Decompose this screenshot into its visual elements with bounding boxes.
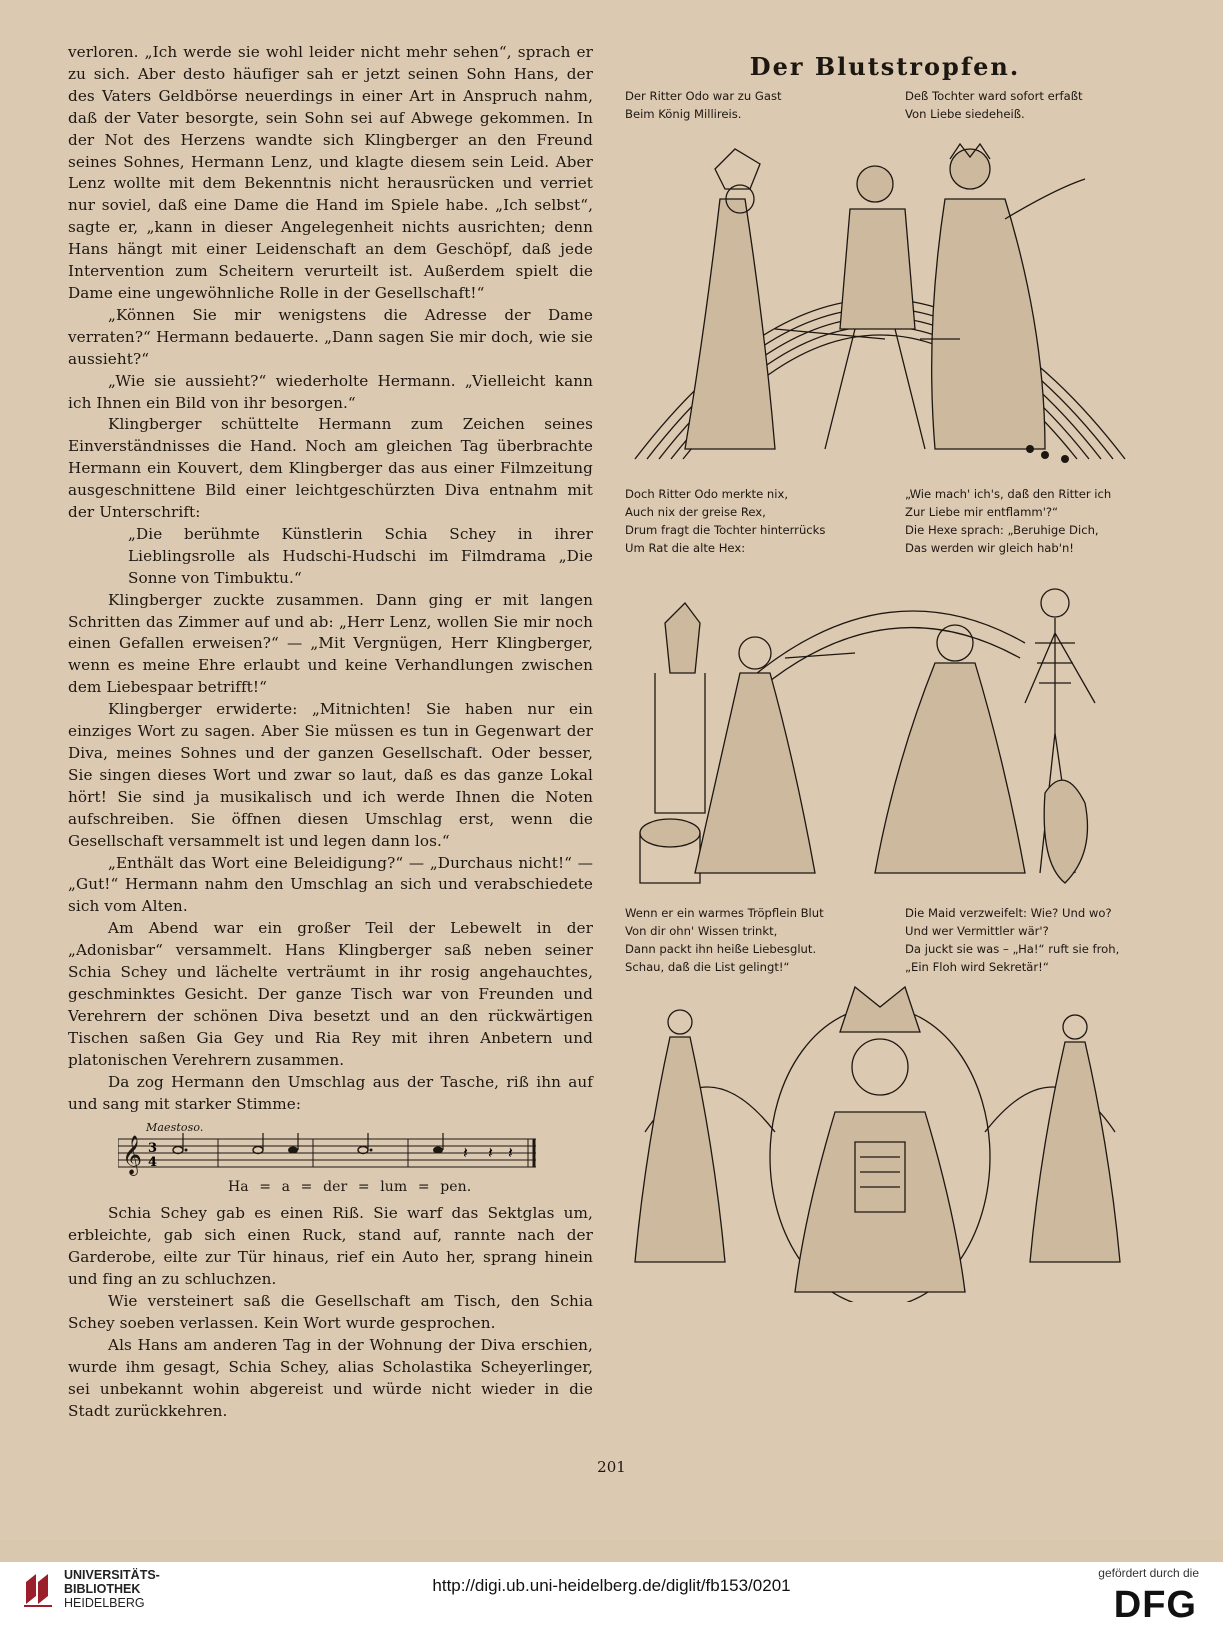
story-paragraph: Schia Schey gab es einen Riß. Sie warf das Sektglas um, erbleichte, gab sich einen Ruck, stand auf, rannte nach der Garderobe, eilte zur Tür hinaus, rief ein Auto her, sprang hinein und fing an zu schluchzen. bbox=[68, 1204, 593, 1289]
stanza-row bbox=[625, 485, 1145, 557]
svg-text:𝄽: 𝄽 bbox=[488, 1143, 493, 1163]
stanza-right: Deß Tochter ward sofort erfaßt Von Liebe siedeheiß. bbox=[905, 89, 1083, 121]
stanza-right: Die Maid verzweifelt: Wie? Und wo? Und wer Vermittler wär'? Da juckt sie was – „Ha!“ ruft sie froh, „Ein Floh wird Sekretär!“ bbox=[905, 906, 1120, 974]
footer-bar bbox=[0, 1562, 1223, 1634]
story-paragraph: verloren. „Ich werde sie wohl leider nicht mehr sehen“, sprach er zu sich. Aber desto häufiger sah er jetzt seinen Sohn Hans, der des Vaters Geldbörse neuerdings in einer Art in Anspruch nahm, daß der Vater besorgte, sein Sohn sei auf Abwege gekommen. In der Not des Herzens wandte sich Klingberger an den Freund seines Sohnes, Hermann Lenz, und klagte diesem sein Leid. Aber Lenz wollte mit dem Bekenntnis nicht herausrücken und verriet nur soviel, daß eine Dame die Hand im Spiele habe. „Ich selbst“, sagte er, „kann in dieser Angelegenheit nichts ausrichten; denn Hans hängt mit einer Leidenschaft an dem Geschöpf, daß jede Intervention zum Scheitern verurteilt ist. Außerdem spielt die Dame eine ungewöhnliche Rolle in der Gesellschaft!“ bbox=[68, 43, 593, 302]
story-paragraph: Wie versteinert saß die Gesellschaft am Tisch, den Schia Schey soeben verlassen. Kein Wort wurde gesprochen. bbox=[68, 1292, 593, 1332]
film-caption-quote: „Die berühmte Künstlerin Schia Schey in ihrer Lieblingsrolle als Hudschi-Hudschi im Filmdrama „Die Sonne von Timbuktu.“ bbox=[128, 524, 593, 587]
source-url-link[interactable]: http://digi.ub.uni-heidelberg.de/diglit/fb153/0201 bbox=[432, 1576, 791, 1595]
music-notation bbox=[118, 1119, 548, 1197]
svg-text:4: 4 bbox=[148, 1155, 158, 1171]
music-tempo: Maestoso. bbox=[146, 1121, 204, 1135]
funding-note: gefördert durch die bbox=[1098, 1566, 1199, 1580]
institution-name: UNIVERSITÄTS- BIBLIOTHEK HEIDELBERG bbox=[64, 1568, 160, 1610]
music-lyrics: Ha = a = der = lum = pen. bbox=[228, 1179, 472, 1196]
story-paragraph: „Wie sie aussieht?“ wiederholte Hermann. „Vielleicht kann ich Ihnen ein Bild von ihr besorgen.“ bbox=[68, 371, 593, 412]
poem-column bbox=[625, 42, 1145, 1308]
funder-logo: DFG bbox=[1113, 1584, 1197, 1626]
poem-title: Der Blutstropfen. bbox=[749, 52, 1021, 81]
music-staff bbox=[118, 1133, 548, 1177]
story-paragraph: „Enthält das Wort eine Beleidigung?“ — „Durchaus nicht!“ — „Gut!“ Hermann nahm den Umschlag an sich und verabschiedete sich vom Alten. bbox=[68, 853, 593, 916]
svg-text:𝄽: 𝄽 bbox=[463, 1143, 468, 1163]
stanza-row bbox=[625, 904, 1145, 976]
stanza-left: Doch Ritter Odo merkte nix, Auch nix der greise Rex, Drum fragt die Tochter hinterrücks Um Rat die alte Hex: bbox=[625, 487, 826, 555]
illustration-maidens-and-flea bbox=[625, 982, 1145, 1302]
illustration-witch-owl-skeleton bbox=[625, 563, 1145, 898]
stanza-row bbox=[625, 87, 1145, 123]
svg-text:𝄽: 𝄽 bbox=[508, 1143, 513, 1163]
svg-text:3: 3 bbox=[148, 1141, 158, 1157]
story-paragraph: Da zog Hermann den Umschlag aus der Tasche, riß ihn auf und sang mit starker Stimme: bbox=[68, 1072, 593, 1113]
story-paragraph: Als Hans am anderen Tag in der Wohnung der Diva erschien, wurde ihm gesagt, Schia Schey, alias Scholastika Scheyerlinger, sei unbekannt wohin abgereist und würde nicht wieder in die Stadt zurückkehren. bbox=[68, 1335, 593, 1420]
story-paragraph: Klingberger zuckte zusammen. Dann ging er mit langen Schritten das Zimmer auf und ab: „Herr Lenz, wollen Sie mir noch einen Gefallen erweisen?“ — „Mit Vergnügen, Herr Klingberger, wenn es meine Ehre erlaubt und keine Verhandlungen zwischen dem Liebespaar betrifft!“ bbox=[68, 590, 593, 697]
svg-text:𝄞: 𝄞 bbox=[122, 1135, 143, 1176]
page-number: 201 bbox=[597, 1458, 626, 1476]
story-paragraph: Klingberger erwiderte: „Mitnichten! Sie haben nur ein einziges Wort zu sagen. Aber Sie müssen es tun in Gegenwart der Diva, meines Sohnes und der ganzen Gesellschaft. Oder besser, Sie singen dieses Wort und zwar so laut, daß es das ganze Lokal hört! Sie sind ja musikalisch und ich werde Ihnen die Noten aufschreiben. Sie öffnen diesen Umschlag erst, wenn die Gesellschaft versammelt ist und legen dann los.“ bbox=[68, 700, 593, 850]
stanza-left: Der Ritter Odo war zu Gast Beim König Millireis. bbox=[625, 89, 782, 121]
stanza-left: Wenn er ein warmes Tröpflein Blut Von dir ohn' Wissen trinkt, Dann packt ihn heiße Liebesglut. Schau, daß die List gelingt!“ bbox=[625, 906, 824, 974]
story-paragraph: Am Abend war ein großer Teil der Lebewelt in der „Adonisbar“ versammelt. Hans Klingberger saß neben seiner Schia Schey und lächelte verträumt in ihr rosig angehauchtes, geschminktes Gesicht. Der ganze Tisch war von Freunden und Verehrern der schönen Diva besetzt und an den rückwärtigen Tischen saßen Gia Gey und Ria Rey mit ihren Anbetern und platonischen Verehrern zusammen. bbox=[68, 919, 593, 1069]
illustration-knight-king-daughter bbox=[625, 129, 1145, 479]
story-column bbox=[68, 42, 593, 1422]
story-paragraph: „Können Sie mir wenigstens die Adresse der Dame verraten?“ Hermann bedauerte. „Dann sagen Sie mir doch, wie sie aussieht?“ bbox=[68, 305, 593, 368]
stanza-right: „Wie mach' ich's, daß den Ritter ich Zur Liebe mir entflamm'?“ Die Hexe sprach: „Beruhige Dich, Das werden wir gleich hab'n! bbox=[905, 487, 1112, 555]
story-paragraph: Klingberger schüttelte Hermann zum Zeichen seines Einverständnisses die Hand. Noch am gleichen Tag überbrachte Hermann ein Kouvert, dem Klingberger das aus einer Filmzeitung ausgeschnittene Bild einer leichtgeschürzten Diva entnahm mit der Unterschrift: bbox=[68, 415, 593, 522]
